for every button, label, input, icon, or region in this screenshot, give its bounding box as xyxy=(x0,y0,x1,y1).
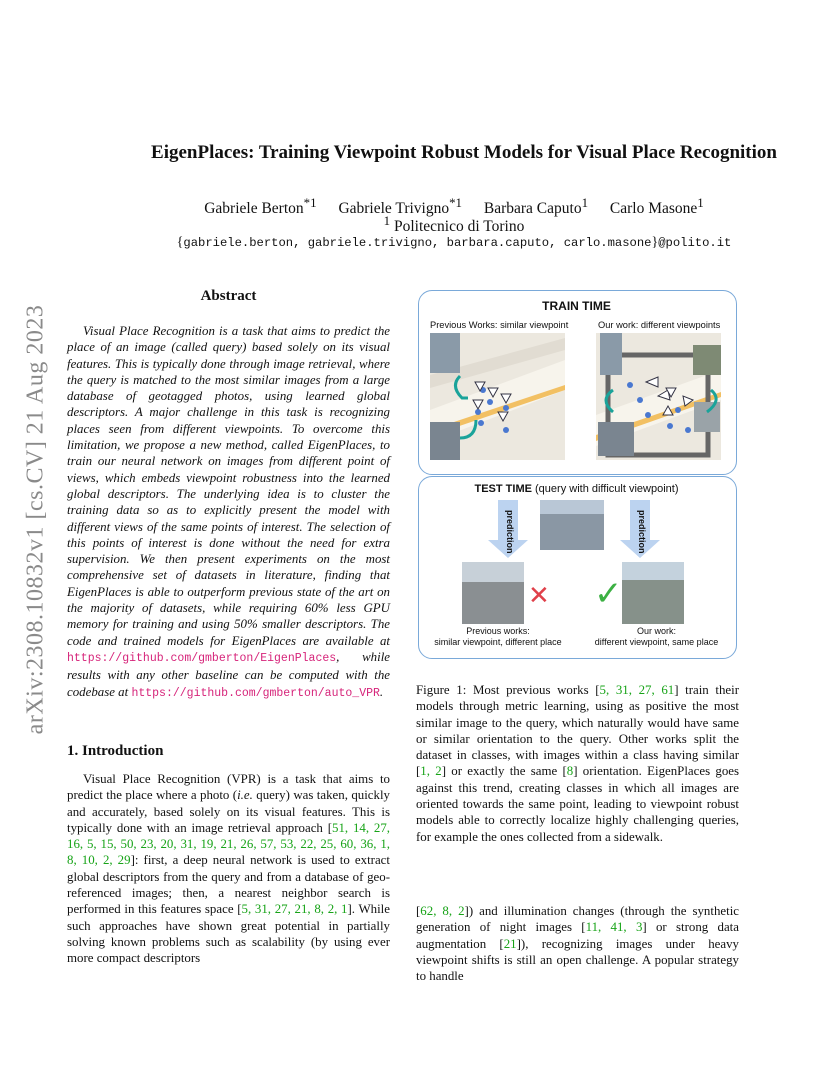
photo-thumbnail xyxy=(430,422,460,460)
citation[interactable]: 5, 31, 27, 21, 8, 2, 1 xyxy=(241,902,348,917)
photo-thumbnail xyxy=(693,345,721,375)
camera-point xyxy=(627,382,633,388)
camera-point xyxy=(478,420,484,426)
author: Gabriele Berton$^{*1}$ xyxy=(204,195,317,218)
citation[interactable]: 21 xyxy=(503,936,517,951)
affiliation: $^1$ Politecnico di Torino xyxy=(383,213,525,236)
abstract-heading: Abstract xyxy=(200,288,257,304)
author: Barbara Caputo$^1$ xyxy=(483,195,589,218)
camera-point xyxy=(487,399,493,405)
citation[interactable]: 1, 2 xyxy=(420,764,442,779)
train-time-title: TRAIN TIME xyxy=(542,299,611,313)
figure-1 xyxy=(418,290,738,658)
our-result-caption: Our work: different viewpoint, same place xyxy=(594,626,719,647)
paper-title: EigenPlaces: Training Viewpoint Robust Models for Visual Place Recognition xyxy=(151,142,777,163)
photo-thumbnail xyxy=(430,333,460,373)
cross-icon: ✕ xyxy=(528,580,550,610)
camera-point xyxy=(675,407,681,413)
author: Gabriele Trivigno$^{*1}$ xyxy=(338,195,462,218)
arxiv-identifier: arXiv:2308.10832v1 [cs.CV] 21 Aug 2023 xyxy=(22,304,49,735)
prediction-label-left: prediction xyxy=(505,510,515,554)
photo-thumbnail xyxy=(600,333,622,375)
codebase-link[interactable]: https://github.com/gmberton/auto_VPR xyxy=(131,686,380,700)
test-time-title: TEST TIME (query with difficult viewpoint) xyxy=(474,483,679,495)
code-link[interactable]: https://github.com/gmberton/EigenPlaces xyxy=(67,651,337,665)
previous-works-label: Previous Works: similar viewpoint xyxy=(430,320,569,330)
citation[interactable]: 8 xyxy=(566,764,574,779)
abstract-text: Visual Place Recognition is a task that aims to predict the place of an image (called query) based solely on its visual features. This is typically done through image retrieval, where the query is matched to the most similar images from a large database of geotagged photos, using learned global descriptors. A major challenge in this task is recognizing places seen from different viewpoints. To overcome this limitation, we propose a new method, called EigenPlaces, to train our neural network on images from different point of views, which embeds viewpoint robustness into the learned global descriptors. The underlying idea is to cluster the training data so as to explicitly present the model with different views of the same points of interest. The selection of this points of interest is done without the need for extra supervision. We then present experiments on the most comprehensive set of datasets in literature, finding that EigenPlaces is able to outperform previous state of the art on the majority of datasets, while requiring 60% less GPU memory for training and using 50% smaller descriptors. The code and trained models for EigenPlaces are available at https://github.com/gmberton/EigenPlaces, while results with any other baseline can be computed with the codebase at https://github.com/gmberton/auto_VPR. xyxy=(67,324,390,700)
figure-caption: Figure 1: Most previous works [5, 31, 27, 61] train their models through metric learning, using as positive the most similar image to the query, which naturally would have same or similar orientation to the query. Other works split the dataset in classes, with images within a class having similar [1, 2] or exactly the same [8] orientation. EigenPlaces goes against this trend, creating classes in which all images are oriented towards the same point, leading to viewpoint robust models able to correctly localize highly challenging queries, for example the ones collected from a sidewalk. xyxy=(416,683,740,844)
query-image-sky xyxy=(540,500,604,514)
introduction-paragraph: Visual Place Recognition (VPR) is a task that aims to predict the place where a photo (i.e. query) was taken, quickly and accurately, based solely on its visual features. This is typically done with an image retrieval approach [51, 14, 27, 16, 5, 15, 50, 23, 20, 31, 19, 21, 26, 57, 53, 22, 25, 60, 36, 1, 8, 10, 2, 29]: first, a deep neural network is used to extract global descriptors from the query and from a database of geo-referenced images; then, a nearest neighbor search is performed in this features space [5, 31, 27, 21, 8, 2, 1]. While such approaches have shown great potential in partially solving known problems such as scalability (by using ever more compact descriptors xyxy=(67,772,390,966)
camera-point xyxy=(503,405,509,411)
figure-illustration xyxy=(418,290,738,658)
citation[interactable]: 5, 31, 27, 61 xyxy=(599,683,675,697)
check-icon: ✓ xyxy=(594,575,623,613)
previous-result-caption: Previous works: similar viewpoint, different place xyxy=(434,626,562,647)
citation[interactable]: 62, 8, 2 xyxy=(420,904,465,918)
citation[interactable]: 51, 14, 27, 16, 5, 15, 50, 23, 20, 31, 19, 21, 26, 57, 53, 22, 25, 60, 36, 1, 8, 10, 2, 29 xyxy=(67,820,390,868)
our-work-label: Our work: different viewpoints xyxy=(598,320,721,330)
section-heading-introduction: 1. Introduction xyxy=(67,743,164,759)
introduction-continued: [62, 8, 2]) and illumination changes (through the synthetic generation of night images [11, 41, 3] or strong data augmentation [21]), recognizing images under heavy viewpoint shifts is still an open challenge. A popular strategy to handle xyxy=(416,904,740,984)
prediction-label-right: prediction xyxy=(637,510,647,554)
citation[interactable]: 11, 41, 3 xyxy=(585,920,643,935)
our-result-sky xyxy=(622,562,684,580)
author: Carlo Masone$^1$ xyxy=(609,195,704,218)
camera-point xyxy=(637,397,643,403)
camera-point xyxy=(667,423,673,429)
author-emails: {gabriele.berton, gabriele.trivigno, barbara.caputo, carlo.masone}@polito.it xyxy=(176,235,732,250)
photo-thumbnail xyxy=(694,402,720,432)
previous-result-sky xyxy=(462,562,524,582)
camera-point xyxy=(645,412,651,418)
camera-point xyxy=(503,427,509,433)
photo-thumbnail xyxy=(598,422,634,456)
camera-point xyxy=(685,427,691,433)
